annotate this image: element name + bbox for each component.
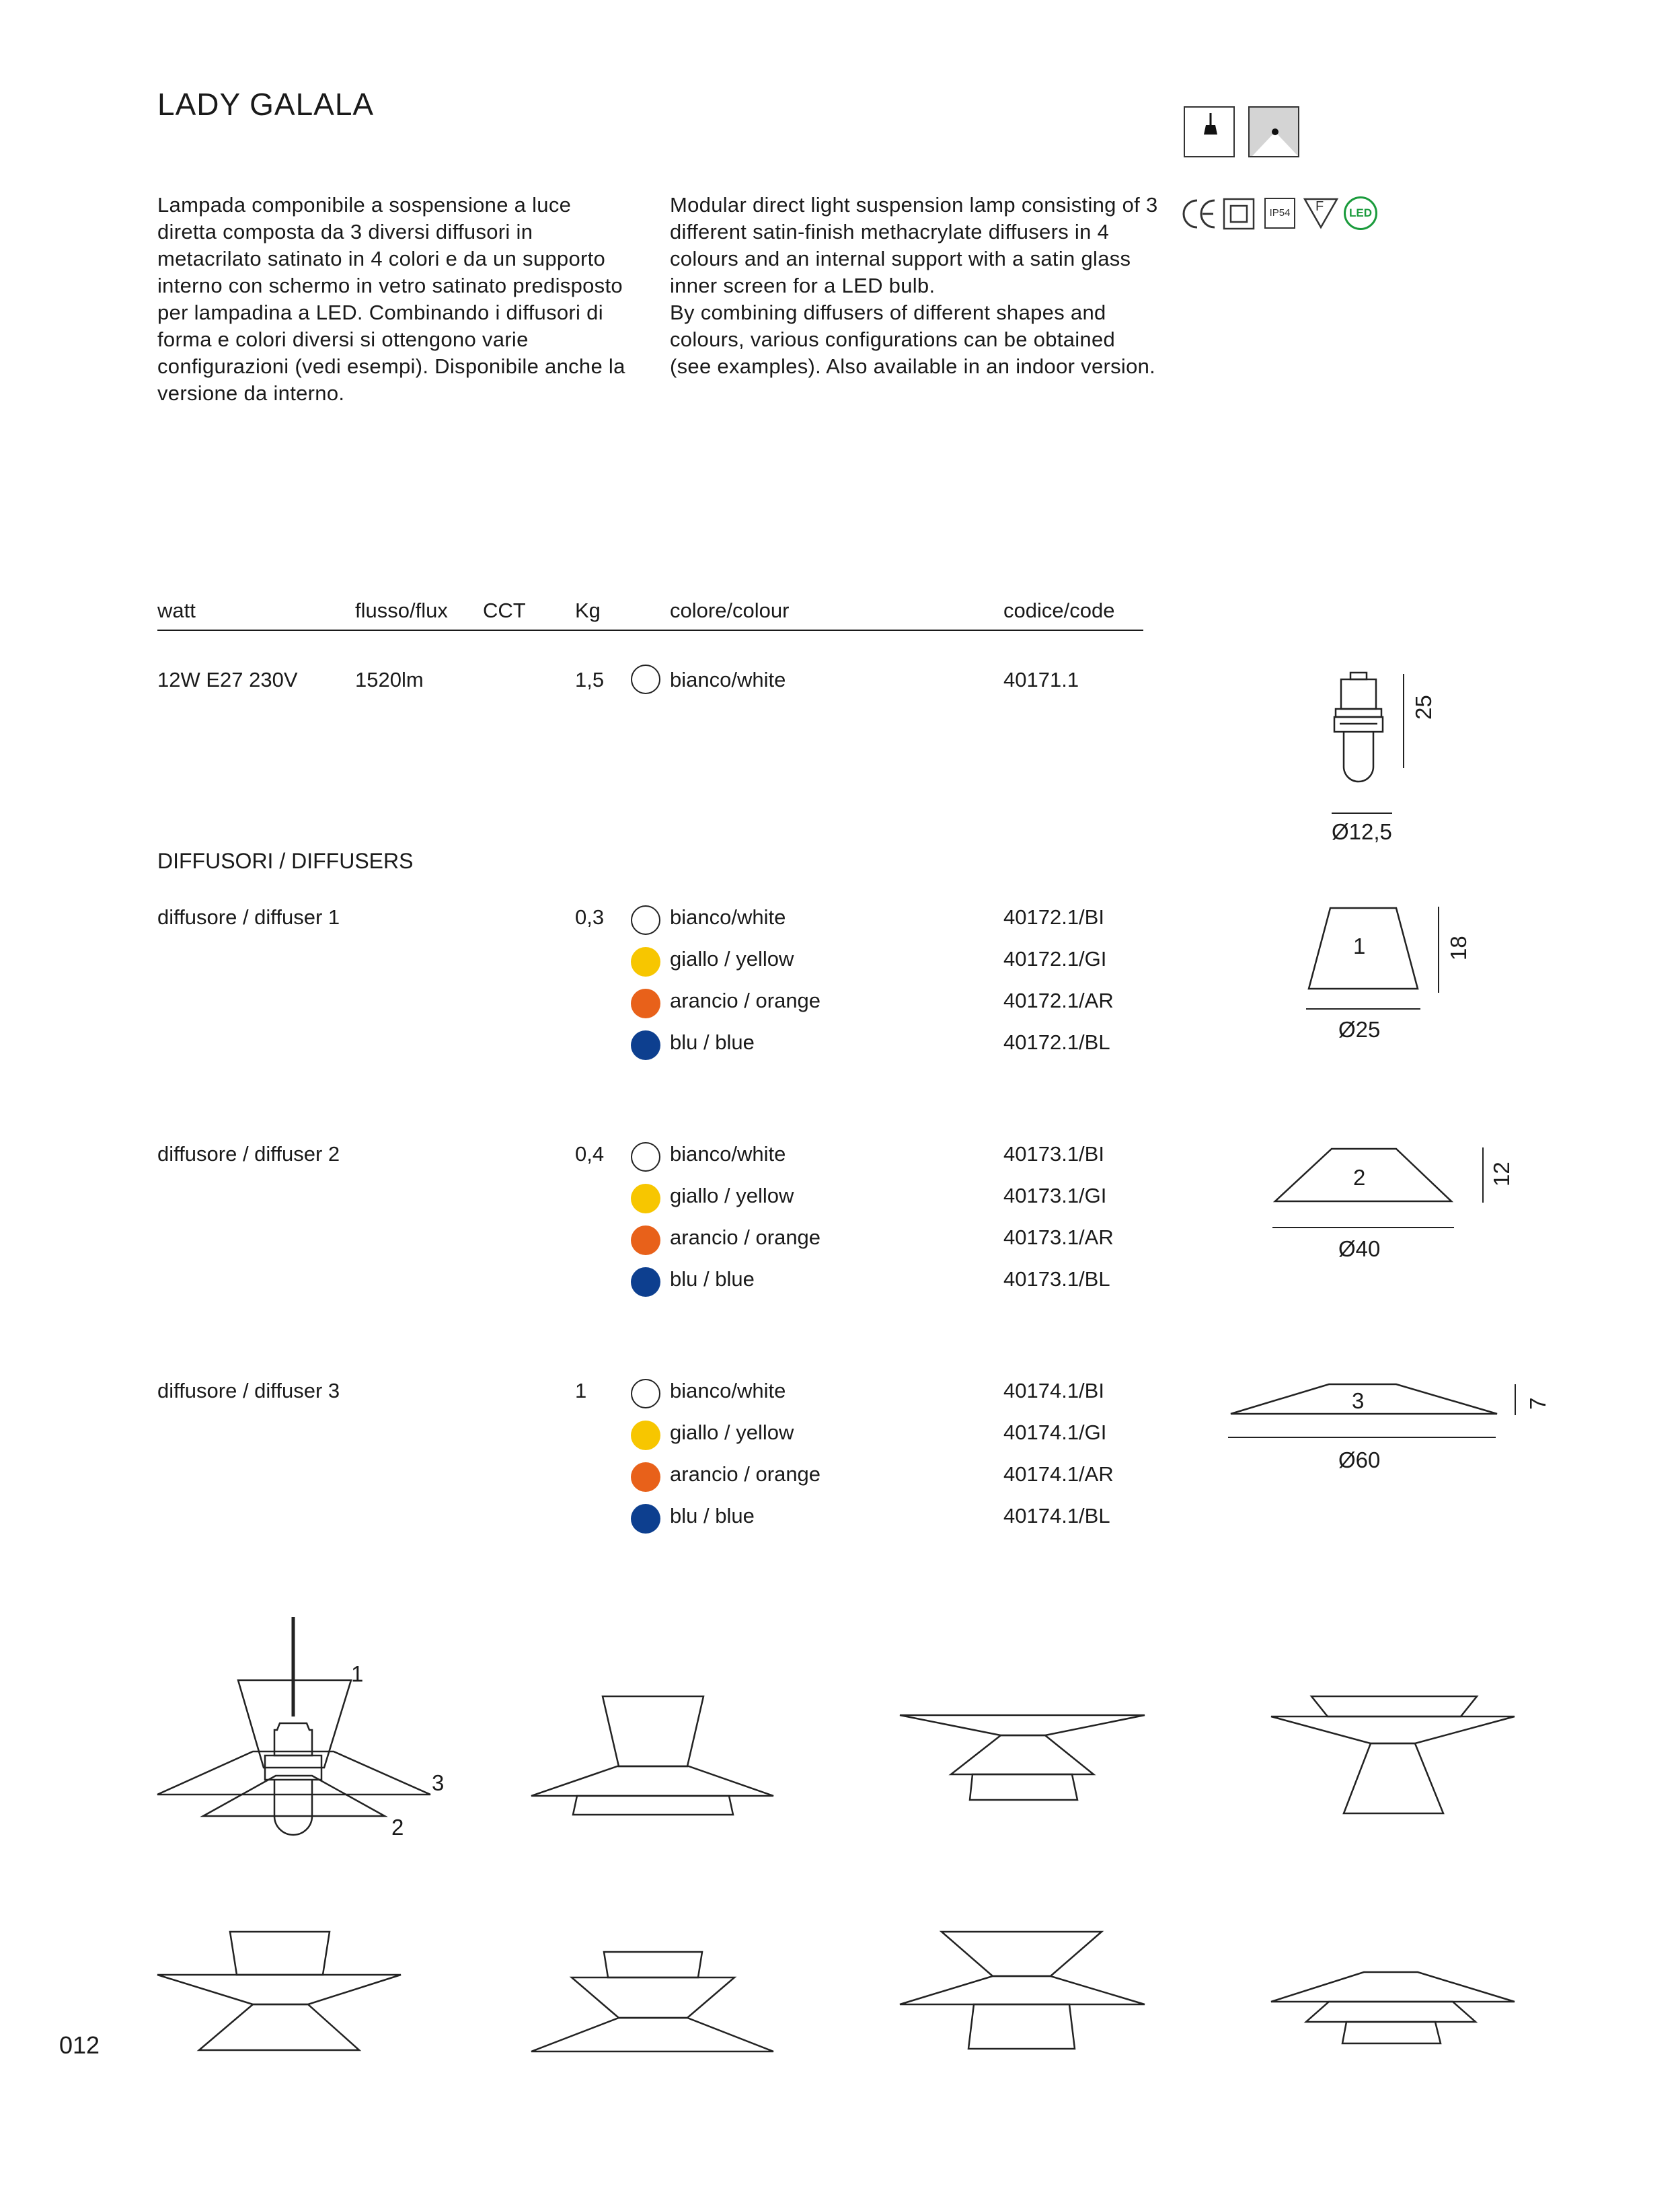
header-divider [157,630,1143,631]
swatch-white [631,1379,660,1408]
assembly-drawing [148,1614,430,1843]
diffuser-1-height-label: 18 [1446,936,1471,960]
configuration-example-7 [1268,1971,1517,2105]
diffuser-3-colour-yellow: giallo / yellow [670,1421,794,1444]
page-number: 012 [59,2031,100,2059]
configuration-example-4 [155,1930,410,2065]
swatch-yellow [631,1184,660,1213]
diffuser-2-width-line [1272,1226,1454,1229]
diffuser-1-colour-white: bianco/white [670,905,786,929]
f-mark-icon [1303,196,1338,230]
ce-mark-icon [1181,196,1224,231]
swatch-white [631,665,660,694]
diffuser-1-code-white: 40172.1/BI [1003,905,1104,929]
configuration-example-1 [529,1695,784,1829]
diffuser-1-colour-blue: blu / blue [670,1030,755,1054]
configuration-example-6 [899,1930,1147,2065]
lamp-width-line [1332,812,1392,815]
diffuser-3-kg: 1 [575,1379,587,1402]
diffuser-3-height-line [1512,1384,1519,1415]
product-title: LADY GALALA [157,87,375,122]
diffuser-2-code-orange: 40173.1/AR [1003,1225,1114,1249]
diffuser-3-code-blue: 40174.1/BL [1003,1504,1110,1527]
diffuser-2-code-white: 40173.1/BI [1003,1142,1104,1166]
description-it-text: Lampada componibile a sospensione a luce diretta composta da 3 diversi diffusori in metacrilato satinato in 4 colori e da un supporto interno con schermo in vetro satinato predisposto per lampadina a LED. Combinando i diffusori di forma e colori diversi si ottengono varie configurazioni (vedi esempi). Disponibile anche la versione da interno. [157,193,625,405]
header-watt: watt [157,599,196,622]
swatch-blue [631,1030,660,1060]
configuration-example-5 [529,1951,784,2085]
swatch-white [631,1142,660,1172]
diffuser-1-name: diffusore / diffuser 1 [157,905,340,929]
diffuser-1-colour-orange: arancio / orange [670,989,821,1012]
diffuser-2-diameter-label: Ø40 [1338,1236,1381,1261]
lamp-height-label: 25 [1411,695,1436,720]
description-en-text-1: Modular direct light suspension lamp consisting of 3 different satin-finish methacrylate diffusers in 4 colours and an internal support with a satin glass inner screen for a LED bulb. [670,193,1158,297]
diffuser-2-code-yellow: 40173.1/GI [1003,1184,1107,1207]
diffuser-1-drawing-label: 1 [1353,934,1366,958]
class-ii-insulation-icon [1223,198,1255,230]
diffuser-2-height-label: 12 [1489,1162,1514,1186]
diffuser-2-drawing-label: 2 [1353,1165,1366,1190]
swatch-orange [631,1225,660,1255]
led-label: LED [1349,206,1372,219]
diffuser-1-kg: 0,3 [575,905,605,929]
diffuser-1-code-blue: 40172.1/BL [1003,1030,1110,1054]
swatch-white [631,905,660,935]
ip54-label: IP54 [1269,207,1291,219]
configuration-example-3 [1268,1695,1517,1829]
main-flux: 1520lm [355,668,424,691]
diffuser-3-colour-blue: blu / blue [670,1504,755,1527]
description-english [670,192,1161,380]
diffuser-2-colour-yellow: giallo / yellow [670,1184,794,1207]
description-en-text-2: By combining diffusers of different shapes and colours, various configurations can be obtained (see examples). Also available in an indoor version. [670,301,1156,378]
diffuser-2-name: diffusore / diffuser 2 [157,1142,340,1166]
led-icon [1344,196,1377,230]
diffuser-1-height-line [1435,907,1442,993]
diffuser-3-height-label: 7 [1525,1397,1550,1410]
diffuser-1-width-line [1306,1008,1420,1010]
diffuser-1-colour-yellow: giallo / yellow [670,947,794,971]
configuration-example-2 [899,1708,1147,1843]
diffuser-2-code-blue: 40173.1/BL [1003,1267,1110,1291]
header-code: codice/code [1003,599,1115,622]
diffuser-2-colour-blue: blu / blue [670,1267,755,1291]
header-flux: flusso/flux [355,599,448,622]
assembly-label-1: 1 [351,1661,364,1686]
diffuser-1-code-yellow: 40172.1/GI [1003,947,1107,971]
assembly-label-3: 3 [432,1770,445,1795]
diffuser-1-code-orange: 40172.1/AR [1003,989,1114,1012]
diffuser-2-colour-white: bianco/white [670,1142,786,1166]
lamp-height-line [1400,674,1407,768]
swatch-yellow [631,947,660,977]
assembly-label-2: 2 [391,1815,404,1840]
header-colour: colore/colour [670,599,790,622]
diffuser-3-width-line [1228,1436,1496,1439]
swatch-orange [631,1462,660,1492]
swatch-blue [631,1504,660,1534]
diffuser-3-code-yellow: 40174.1/GI [1003,1421,1107,1444]
lamp-support-drawing [1325,666,1406,821]
diffusers-section-title: DIFFUSORI / DIFFUSERS [157,849,414,873]
suspension-lamp-icon [1184,106,1235,157]
diffuser-3-code-white: 40174.1/BI [1003,1379,1104,1402]
diffuser-2-kg: 0,4 [575,1142,605,1166]
description-italian [157,192,628,407]
diffuser-3-colour-white: bianco/white [670,1379,786,1402]
lamp-diameter-label: Ø12,5 [1332,819,1392,844]
diffuser-2-height-line [1480,1147,1486,1203]
diffuser-2-colour-orange: arancio / orange [670,1225,821,1249]
header-cct: CCT [483,599,526,622]
swatch-orange [631,989,660,1018]
main-watt: 12W E27 230V [157,668,298,691]
main-kg: 1,5 [575,668,605,691]
ip54-icon [1264,198,1295,229]
diffuser-1-diameter-label: Ø25 [1338,1017,1381,1042]
direct-light-icon [1248,106,1299,157]
main-colour: bianco/white [670,668,786,691]
swatch-yellow [631,1421,660,1450]
diffuser-3-drawing-label: 3 [1352,1388,1365,1413]
f-mark-label: F [1315,199,1324,214]
diffuser-3-colour-orange: arancio / orange [670,1462,821,1486]
diffuser-3-diameter-label: Ø60 [1338,1447,1381,1472]
swatch-blue [631,1267,660,1297]
diffuser-3-code-orange: 40174.1/AR [1003,1462,1114,1486]
header-kg: Kg [575,599,601,622]
diffuser-3-name: diffusore / diffuser 3 [157,1379,340,1402]
main-code: 40171.1 [1003,668,1079,691]
